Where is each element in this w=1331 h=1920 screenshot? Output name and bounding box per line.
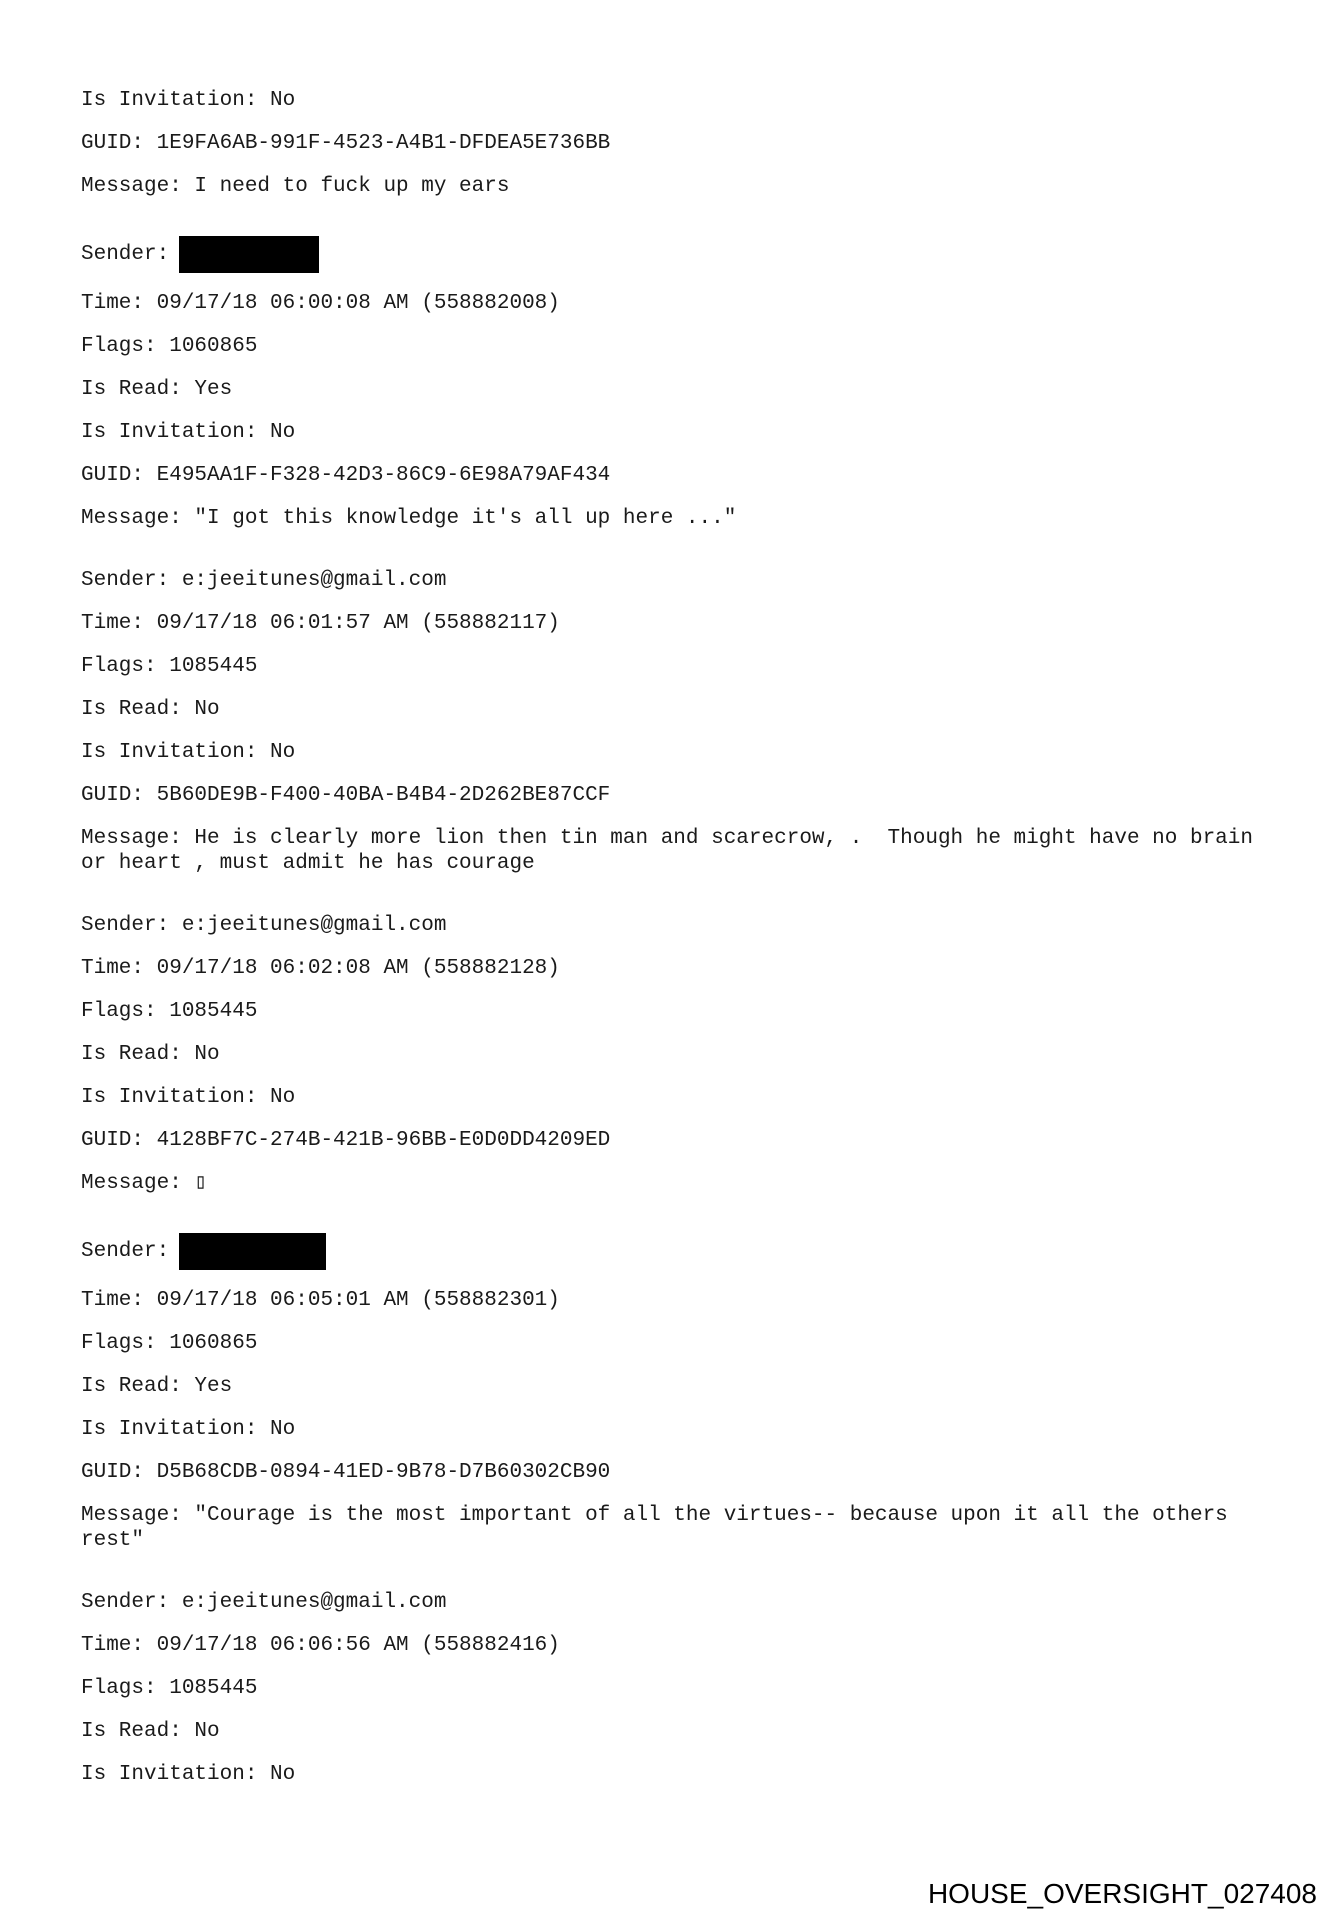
sender-line: Sender: e:jeeitunes@gmail.com xyxy=(81,914,447,937)
is-read-line: Is Read: No xyxy=(81,1720,220,1743)
guid-line: GUID: D5B68CDB-0894-41ED-9B78-D7B60302CB90 xyxy=(81,1461,611,1484)
sender-line xyxy=(81,236,1271,273)
is-read-line: Is Read: Yes xyxy=(81,1375,233,1398)
sender-label: Sender: xyxy=(81,1240,170,1263)
time-line: Time: 09/17/18 06:05:01 AM (558882301) xyxy=(81,1289,560,1312)
redaction-block xyxy=(179,236,319,273)
message-line: Message: "I got this knowledge it's all up here ..." xyxy=(81,507,737,530)
sender-label: Sender: xyxy=(81,243,170,266)
sender-line: Sender: e:jeeitunes@gmail.com xyxy=(81,569,447,592)
is-read-line: Is Read: No xyxy=(81,698,220,721)
message-log xyxy=(81,88,1271,1805)
flags-line: Flags: 1085445 xyxy=(81,655,258,678)
is-invitation-line: Is Invitation: No xyxy=(81,1418,296,1441)
bates-number: HOUSE_OVERSIGHT_027408 xyxy=(927,1878,1317,1909)
message-line: Message: He is clearly more lion then tin man and scarecrow, . Though he might have no brain or heart , must admit he has courage xyxy=(81,827,1266,875)
message-line: Message: "Courage is the most important of all the virtues-- because upon it all the others rest" xyxy=(81,1504,1241,1552)
sender-line: Sender: e:jeeitunes@gmail.com xyxy=(81,1591,447,1614)
time-line: Time: 09/17/18 06:02:08 AM (558882128) xyxy=(81,957,560,980)
flags-line: Flags: 1085445 xyxy=(81,1000,258,1023)
message-line: Message: ▯ xyxy=(81,1172,208,1195)
guid-line: GUID: 1E9FA6AB-991F-4523-A4B1-DFDEA5E736BB xyxy=(81,132,611,155)
flags-line: Flags: 1085445 xyxy=(81,1677,258,1700)
sender-line xyxy=(81,1233,1271,1270)
is-invitation-line: Is Invitation: No xyxy=(81,421,296,444)
guid-line: GUID: 5B60DE9B-F400-40BA-B4B4-2D262BE87CCF xyxy=(81,784,611,807)
is-invitation-line: Is Invitation: No xyxy=(81,741,296,764)
is-read-line: Is Read: Yes xyxy=(81,378,233,401)
is-invitation-line: Is Invitation: No xyxy=(81,89,296,112)
is-invitation-line: Is Invitation: No xyxy=(81,1763,296,1786)
guid-line: GUID: E495AA1F-F328-42D3-86C9-6E98A79AF434 xyxy=(81,464,611,487)
is-invitation-line: Is Invitation: No xyxy=(81,1086,296,1109)
flags-line: Flags: 1060865 xyxy=(81,1332,258,1355)
flags-line: Flags: 1060865 xyxy=(81,335,258,358)
redaction-block xyxy=(179,1233,326,1270)
time-line: Time: 09/17/18 06:00:08 AM (558882008) xyxy=(81,292,560,315)
time-line: Time: 09/17/18 06:01:57 AM (558882117) xyxy=(81,612,560,635)
time-line: Time: 09/17/18 06:06:56 AM (558882416) xyxy=(81,1634,560,1657)
is-read-line: Is Read: No xyxy=(81,1043,220,1066)
message-line: Message: I need to fuck up my ears xyxy=(81,175,510,198)
guid-line: GUID: 4128BF7C-274B-421B-96BB-E0D0DD4209ED xyxy=(81,1129,611,1152)
